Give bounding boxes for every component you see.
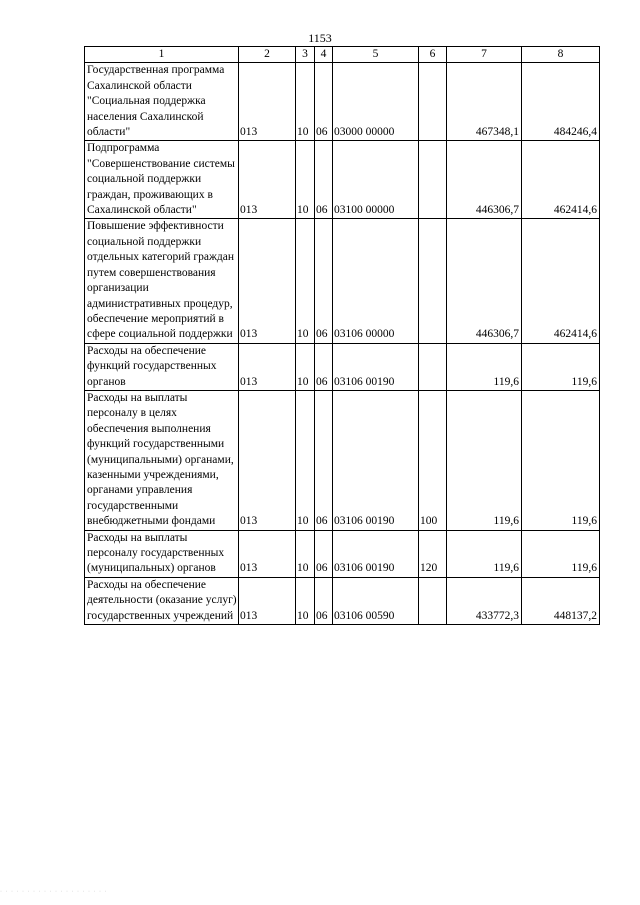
column-header: 4 [315, 47, 333, 63]
target-article-code: 03106 00190 [333, 390, 419, 530]
page-number: 1153 [308, 31, 332, 45]
amount-year-2: 119,6 [522, 343, 600, 390]
admin-code: 013 [239, 63, 296, 141]
expense-name: Расходы на обеспечение деятельности (оказание услуг) государственных учреждений [85, 577, 239, 624]
scan-noise: · · · · · · · · · · · · · · · · · · · · [0, 889, 108, 895]
column-header: 6 [419, 47, 447, 63]
table-row [85, 390, 600, 530]
table-row [85, 219, 600, 343]
section-code: 10 [296, 63, 315, 141]
amount-year-1: 119,6 [447, 530, 522, 577]
expense-name: Расходы на выплаты персоналу в целях обеспечения выполнения функций государственными (муниципальными) органами, казенными учреждениями, органами управления государственными внебюджетными фондами [85, 390, 239, 530]
expense-type-code [419, 63, 447, 141]
expense-type-code [419, 141, 447, 219]
table-row [85, 141, 600, 219]
amount-year-1: 119,6 [447, 390, 522, 530]
expense-name: Подпрограмма "Совершенствование системы социальной поддержки граждан, проживающих в Сахалинской области" [85, 141, 239, 219]
expense-name: Расходы на выплаты персоналу государственных (муниципальных) органов [85, 530, 239, 577]
expense-type-code: 120 [419, 530, 447, 577]
budget-table [84, 46, 600, 625]
amount-year-2: 119,6 [522, 530, 600, 577]
section-code: 10 [296, 530, 315, 577]
amount-year-2: 462414,6 [522, 219, 600, 343]
subsection-code: 06 [315, 219, 333, 343]
column-header: 7 [447, 47, 522, 63]
subsection-code: 06 [315, 577, 333, 624]
amount-year-2: 119,6 [522, 390, 600, 530]
subsection-code: 06 [315, 343, 333, 390]
amount-year-2: 448137,2 [522, 577, 600, 624]
section-code: 10 [296, 577, 315, 624]
column-header: 1 [85, 47, 239, 63]
column-header: 3 [296, 47, 315, 63]
table-row [85, 63, 600, 141]
target-article-code: 03106 00590 [333, 577, 419, 624]
amount-year-2: 484246,4 [522, 63, 600, 141]
expense-name: Повышение эффективности социальной поддержки отдельных категорий граждан путем совершенствования организации административных процедур, обеспечение мероприятий в сфере социальной поддержки [85, 219, 239, 343]
expense-type-code: 100 [419, 390, 447, 530]
target-article-code: 03106 00190 [333, 530, 419, 577]
section-code: 10 [296, 141, 315, 219]
subsection-code: 06 [315, 530, 333, 577]
amount-year-1: 433772,3 [447, 577, 522, 624]
admin-code: 013 [239, 390, 296, 530]
amount-year-1: 467348,1 [447, 63, 522, 141]
expense-type-code [419, 577, 447, 624]
target-article-code: 03106 00190 [333, 343, 419, 390]
expense-type-code [419, 343, 447, 390]
admin-code: 013 [239, 530, 296, 577]
expense-type-code [419, 219, 447, 343]
target-article-code: 03000 00000 [333, 63, 419, 141]
table-row [85, 577, 600, 624]
section-code: 10 [296, 390, 315, 530]
section-code: 10 [296, 343, 315, 390]
section-code: 10 [296, 219, 315, 343]
target-article-code: 03100 00000 [333, 141, 419, 219]
column-header: 8 [522, 47, 600, 63]
admin-code: 013 [239, 141, 296, 219]
subsection-code: 06 [315, 141, 333, 219]
subsection-code: 06 [315, 390, 333, 530]
expense-name: Расходы на обеспечение функций государственных органов [85, 343, 239, 390]
amount-year-1: 446306,7 [447, 219, 522, 343]
amount-year-2: 462414,6 [522, 141, 600, 219]
admin-code: 013 [239, 219, 296, 343]
admin-code: 013 [239, 577, 296, 624]
column-header: 5 [333, 47, 419, 63]
table-row [85, 530, 600, 577]
amount-year-1: 446306,7 [447, 141, 522, 219]
header-row [85, 47, 600, 63]
amount-year-1: 119,6 [447, 343, 522, 390]
target-article-code: 03106 00000 [333, 219, 419, 343]
table-row [85, 343, 600, 390]
admin-code: 013 [239, 343, 296, 390]
column-header: 2 [239, 47, 296, 63]
subsection-code: 06 [315, 63, 333, 141]
expense-name: Государственная программа Сахалинской области "Социальная поддержка населения Сахалинской области" [85, 63, 239, 141]
